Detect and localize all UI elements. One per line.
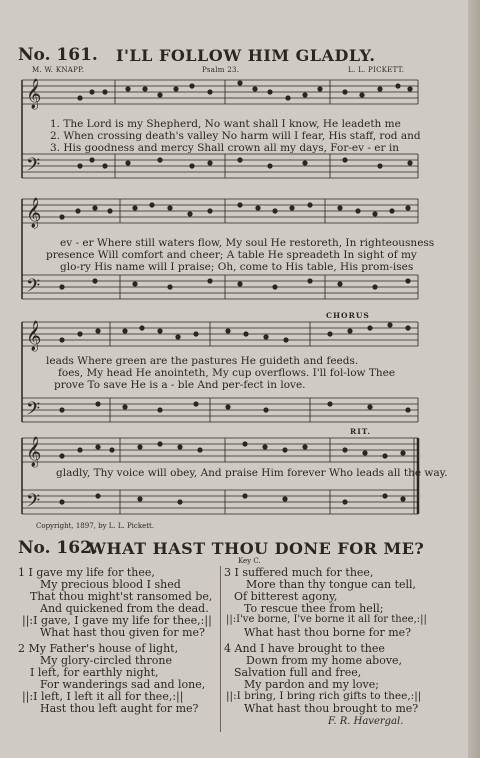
right-line-6: What hast thou borne for me? <box>244 626 412 639</box>
hymn-161-number: No. 161. <box>18 45 98 65</box>
hymn-161-s3-line-3: prove To save He is a - ble And per-fect in love. <box>54 379 306 391</box>
right-line-11: My pardon and my love; <box>244 678 379 691</box>
hymn-161-copyright: Copyright, 1897, by L. L. Pickett. <box>36 522 155 530</box>
right-line-4: To rescue thee from hell; <box>244 602 384 615</box>
left-line-10: I left, for earthly night, <box>30 666 159 679</box>
hymn-162-attribution: F. R. Havergal. <box>328 716 404 727</box>
hymn-161-s4-line-1: gladly, Thy voice will obey, And praise Him forever Who leads all the way. <box>56 467 448 479</box>
hymn-162-title: WHAT HAST THOU DONE FOR ME? <box>88 539 425 558</box>
svg-text:𝄞: 𝄞 <box>26 437 42 467</box>
hymn-161-title: I'LL FOLLOW HIM GLADLY. <box>116 46 376 65</box>
chorus-marker: CHORUS <box>326 311 370 320</box>
hymn-161-scripture: Psalm 23. <box>202 66 240 74</box>
column-divider <box>220 566 221 732</box>
right-line-8: 4 And I have brought to thee <box>224 642 385 655</box>
svg-text:𝄢: 𝄢 <box>26 399 41 424</box>
hymn-161-s1-line-3: 3. His goodness and mercy Shall crown all my days, For-ev - er in <box>50 142 399 154</box>
right-line-3: Of bitterest agony, <box>234 590 338 603</box>
left-line-3: That thou might'st ransomed be, <box>30 590 213 603</box>
left-line-13: Hast thou left aught for me? <box>40 702 199 715</box>
page-edge <box>468 0 480 758</box>
right-line-10: Salvation full and free, <box>234 666 362 679</box>
right-line-1: 3 I suffered much for thee, <box>224 566 374 579</box>
hymn-161-s2-line-3: glo-ry His name will I praise; Oh, come to His table, His prom-ises <box>60 261 414 273</box>
right-line-9: Down from my home above, <box>246 654 403 667</box>
hymn-161-s3-line-2: foes, My head He anointeth, My cup overflows. I'll fol-low Thee <box>58 367 396 379</box>
hymn-161-s1-line-2: 2. When crossing death's valley No harm will I fear, His staff, rod and <box>50 130 421 142</box>
right-line-13: What hast thou brought to me? <box>244 702 419 715</box>
svg-text:𝄢: 𝄢 <box>26 276 41 301</box>
left-line-9: My glory-circled throne <box>40 654 172 667</box>
hymn-162-number: No. 162. <box>18 538 98 558</box>
left-line-12: ||:I left, I left it all for thee,:|| <box>22 690 184 703</box>
right-line-12: ||:I bring, I bring rich gifts to thee,:|| <box>226 690 422 702</box>
hymn-161-s2-line-1: ev - er Where still waters flow, My soul He restoreth, In righteousness <box>60 237 435 249</box>
svg-text:𝄢: 𝄢 <box>26 491 41 516</box>
svg-text:𝄞: 𝄞 <box>26 321 42 351</box>
hymn-162-key: Key C. <box>238 557 261 565</box>
left-line-11: For wanderings sad and lone, <box>40 678 206 691</box>
hymn-161-s2-line-2: presence Will comfort and cheer; A table He spreadeth In sight of my <box>46 249 417 261</box>
hymn-161-s3-line-1: leads Where green are the pastures He guideth and feeds. <box>46 355 359 367</box>
right-line-5: ||:I've borne, I've borne it all for thee,:|| <box>226 614 427 625</box>
ritardando-marker: RIT. <box>350 427 371 436</box>
right-line-2: More than thy tongue can tell, <box>246 578 417 591</box>
left-line-1: 1 I gave my life for thee, <box>18 566 155 579</box>
left-line-4: And quickened from the dead. <box>40 602 209 615</box>
left-line-8: 2 My Father's house of light, <box>18 642 179 655</box>
left-line-5: ||:I gave, I gave my life for thee,:|| <box>22 614 212 627</box>
left-line-2: My precious blood I shed <box>40 578 181 591</box>
svg-text:𝄞: 𝄞 <box>26 198 42 228</box>
hymn-161-author: M. W. KNAPP. <box>32 66 85 74</box>
hymn-161-composer: L. L. PICKETT. <box>348 66 405 74</box>
svg-text:𝄞: 𝄞 <box>26 79 42 109</box>
svg-text:𝄢: 𝄢 <box>26 155 41 180</box>
hymn-161-s1-line-1: 1. The Lord is my Shepherd, No want shall I know, He leadeth me <box>50 118 401 130</box>
left-line-6: What hast thou given for me? <box>40 626 205 639</box>
